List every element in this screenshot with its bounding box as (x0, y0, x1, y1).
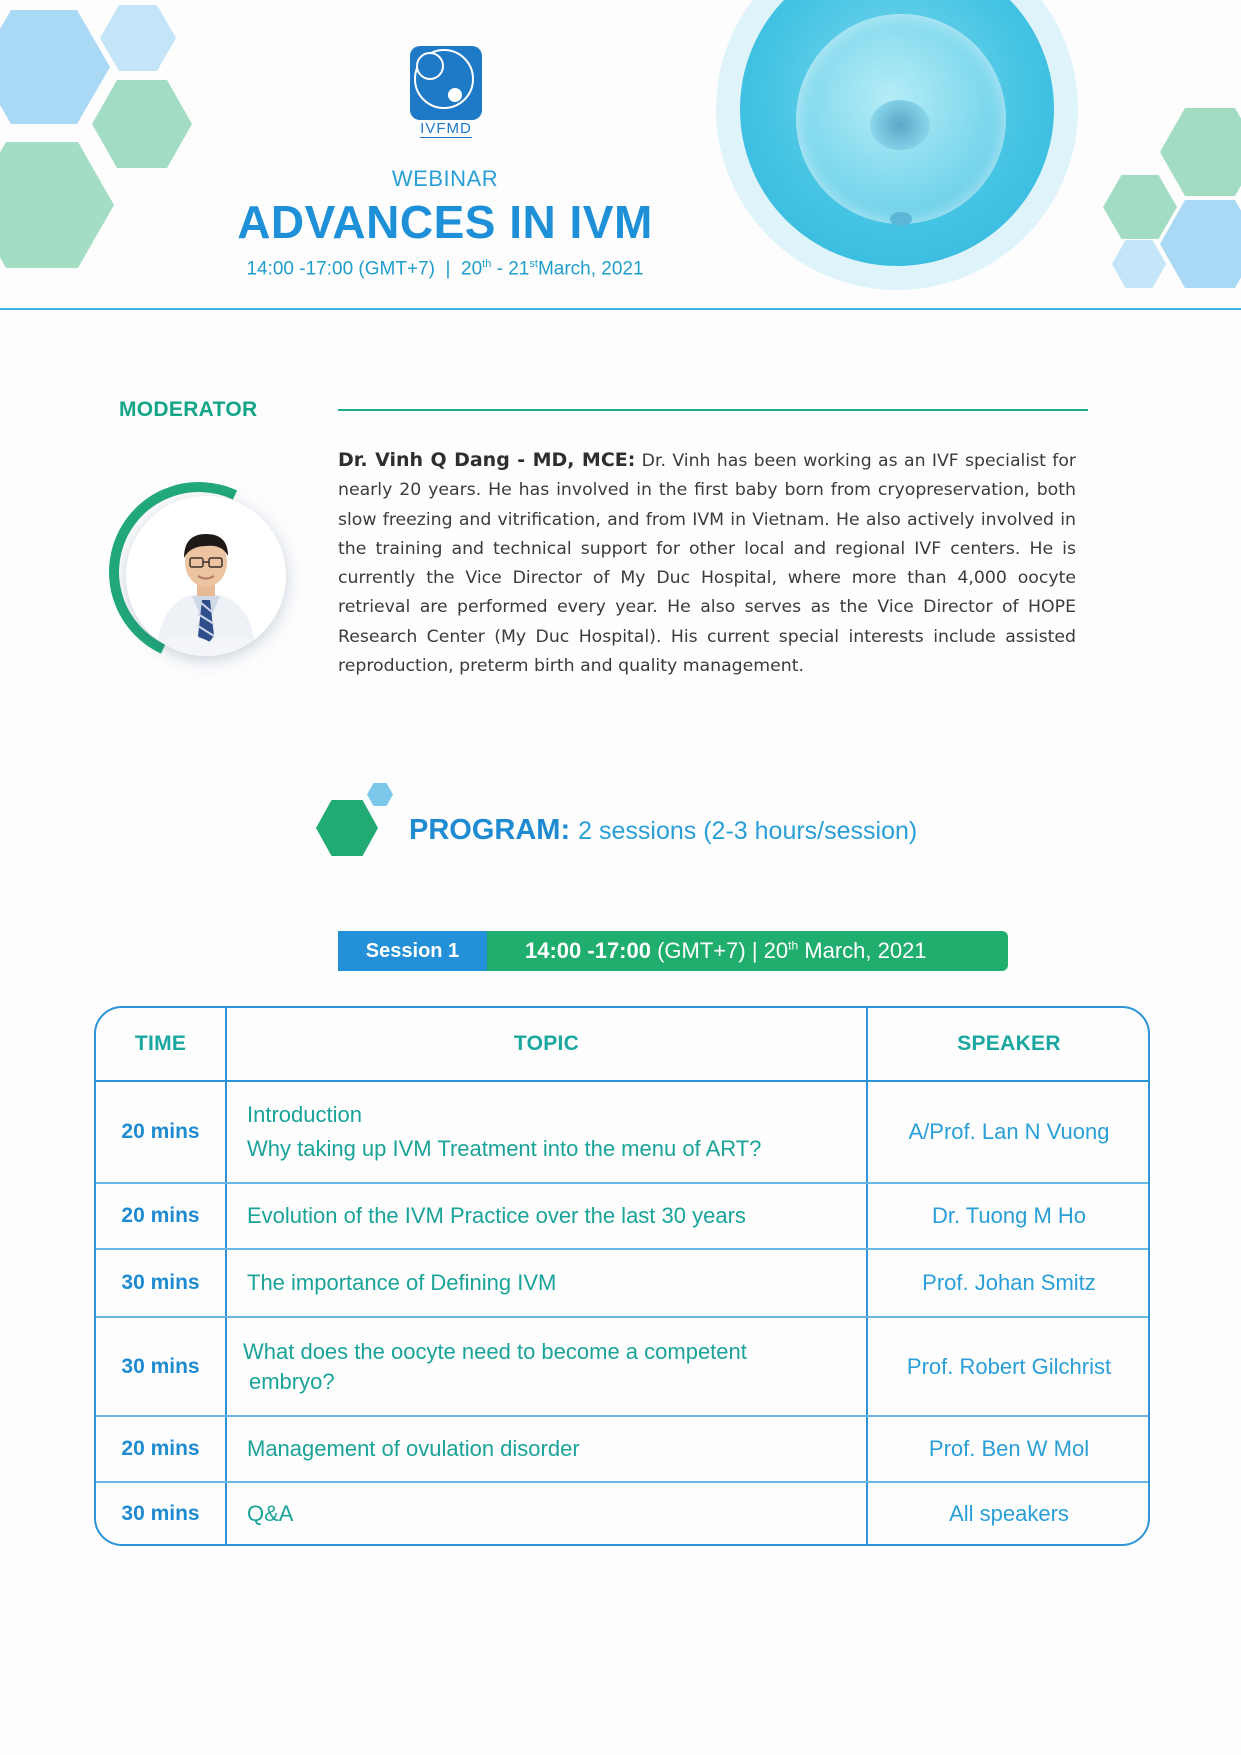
moderator-photo (126, 496, 286, 656)
oocyte-polar-body (890, 212, 912, 226)
row-topic: What does the oocyte need to become a competent embryo? (243, 1338, 747, 1394)
row-time: 30 mins (121, 1354, 200, 1378)
session-banner (338, 931, 1008, 971)
decor-hexagon (92, 80, 192, 168)
row-speaker: Prof. Robert Gilchrist (906, 1353, 1112, 1379)
schedule-table (94, 1006, 1150, 1546)
moderator-heading: MODERATOR (119, 398, 258, 421)
logo-mark-icon (410, 46, 482, 120)
column-header-time: TIME (134, 1032, 187, 1055)
event-dateline: 14:00 -17:00 (GMT+7) | 20th - 21stMarch, 2021 (246, 258, 644, 280)
row-time: 20 mins (121, 1120, 200, 1143)
column-header-speaker: SPEAKER (957, 1032, 1061, 1055)
row-topic: Introduction Why taking up IVM Treatment into the menu of ART? (247, 1102, 762, 1161)
decor-hexagon (100, 5, 176, 71)
logo-text: IVFMD (420, 120, 472, 137)
column-header-topic: TOPIC (513, 1032, 580, 1055)
decor-hexagon (0, 10, 110, 124)
row-time: 30 mins (121, 1271, 200, 1294)
row-topic: The importance of Defining IVM (247, 1270, 557, 1295)
page-title: ADVANCES IN IVM (237, 196, 653, 248)
decor-hexagon (0, 142, 114, 268)
program-heading: PROGRAM: 2 sessions (2-3 hours/session) (409, 814, 918, 846)
row-topic: Management of ovulation disorder (247, 1436, 580, 1461)
row-time: 20 mins (121, 1437, 200, 1460)
program-hexagon-icon (316, 800, 378, 856)
row-speaker: Prof. Johan Smitz (922, 1270, 1096, 1295)
oocyte-nucleus (870, 100, 930, 150)
moderator-bio-text: Dr. Vinh has been working as an IVF specialist for nearly 20 years. He has involved in the first baby born from cryopreservation, both slow freezing and vitrification, and from IVM in Vietnam. He also actively involved in the training and technical support for other local and regional IVF centers. He is currently the Vice Director of My Duc Hospital, where more than 4,000 oocyte retrieval are performed every year. He also serves as the Vice Director of HOPE Research Center (My Duc Hospital). His current special interests include assisted reproduction, preterm birth and quality management. (338, 451, 1076, 677)
program-hexagon-small-icon (367, 783, 393, 806)
header-divider (0, 308, 1241, 310)
session-info: 14:00 -17:00 (GMT+7) | 20th March, 2021 (487, 931, 1008, 971)
row-speaker: Dr. Tuong M Ho (931, 1203, 1087, 1228)
row-topic: Evolution of the IVM Practice over the last 30 years (247, 1203, 746, 1228)
row-speaker: All speakers (949, 1500, 1069, 1526)
moderator-name: Dr. Vinh Q Dang - MD, MCE: (338, 449, 636, 471)
moderator-divider (338, 409, 1088, 411)
decor-hexagon (1103, 175, 1177, 239)
row-speaker: Prof. Ben W Mol (928, 1436, 1090, 1461)
row-time: 20 mins (121, 1204, 200, 1227)
session-tag: Session 1 (338, 931, 487, 971)
row-speaker: A/Prof. Lan N Vuong (908, 1119, 1110, 1144)
moderator-bio (338, 446, 1076, 681)
decor-hexagon (1160, 108, 1241, 196)
row-time: 30 mins (121, 1501, 200, 1525)
moderator-portrait-icon (126, 496, 286, 656)
row-topic: Q&A (247, 1500, 294, 1526)
event-type: WEBINAR (391, 166, 499, 191)
decor-hexagon (1112, 240, 1166, 288)
ivfmd-logo (410, 46, 482, 138)
